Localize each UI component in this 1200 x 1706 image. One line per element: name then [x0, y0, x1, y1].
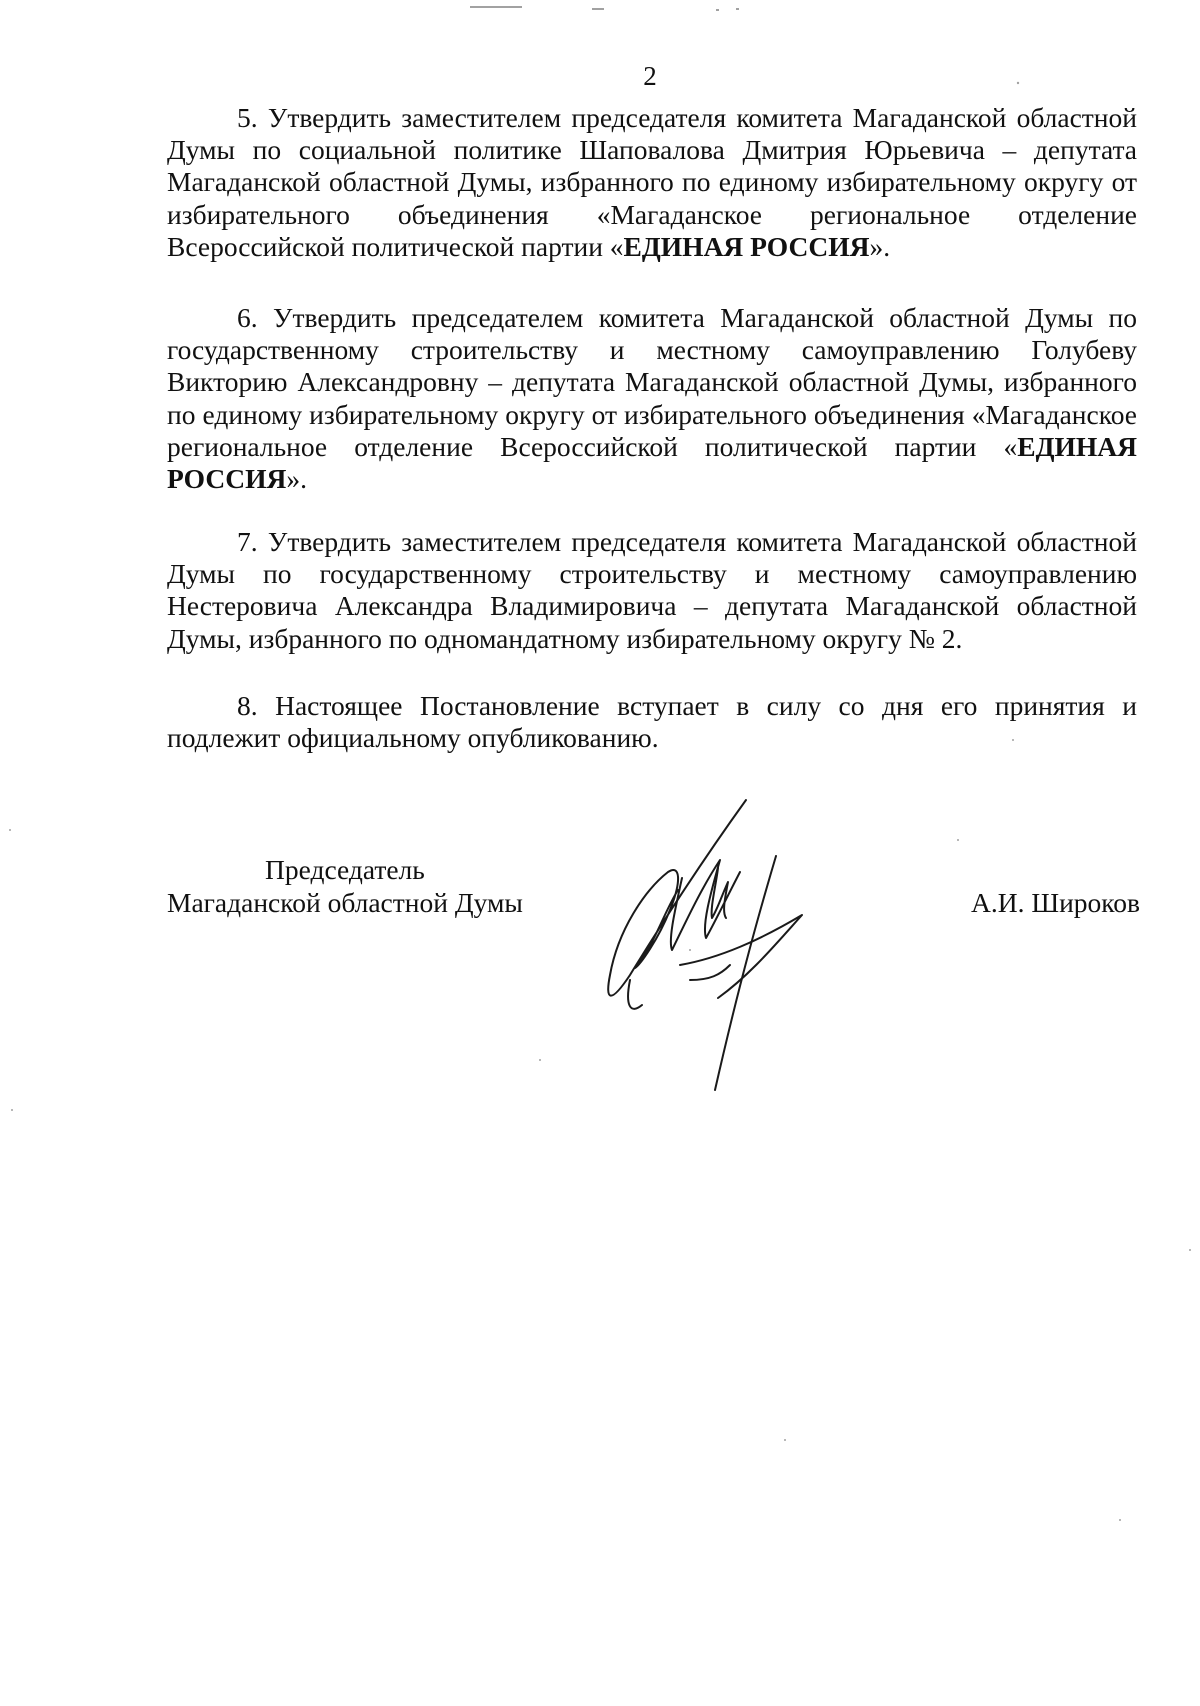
page-number: 2 — [643, 61, 657, 91]
party-name-bold: ЕДИНАЯ РОССИЯ — [167, 430, 1137, 495]
paragraph-6 — [167, 302, 1137, 495]
signatory-title — [167, 853, 523, 919]
signatory-title-line2: Магаданской областной Думы — [167, 887, 523, 918]
paragraph-5-tail: ». — [869, 230, 891, 262]
signatory-title-line1: Председатель — [265, 854, 425, 885]
party-name-bold: ЕДИНАЯ РОССИЯ — [623, 230, 870, 262]
paragraph-7: 7. Утвердить заместителем председателя комитета Магаданской областной Думы по государственному строительству и местному самоуправлению Нестеровича Александра Владимировича – депутата Магаданской областной Думы, избранного по одномандатному избирательному округу № 2. — [167, 526, 1137, 654]
paragraph-6-text: 6. Утвердить председателем комитета Магаданской областной Думы по государственному строительству и местному самоуправлению Голубеву Викторию Александровну – депутата Магаданской областной Думы, избранного по единому избирательному округу от избирательного объединения «Магаданское региональное отделение Всероссийской политической партии « — [167, 302, 1137, 462]
paragraph-5-text: 5. Утвердить заместителем председателя комитета Магаданской областной Думы по социальной политике Шаповалова Дмитрия Юрьевича – депутата Магаданской областной Думы, избранного по единому избирательному округу от избирательного объединения «Магаданское региональное отделение Всероссийской политической партии « — [167, 102, 1137, 262]
paragraph-6-tail: ». — [286, 463, 307, 495]
paragraph-5 — [167, 102, 1137, 263]
signatory-name: А.И. Широков — [970, 887, 1140, 918]
handwritten-signature — [570, 790, 890, 1110]
paragraph-8: 8. Настоящее Постановление вступает в силу со дня его принятия и подлежит официальному опубликованию. — [167, 690, 1137, 754]
